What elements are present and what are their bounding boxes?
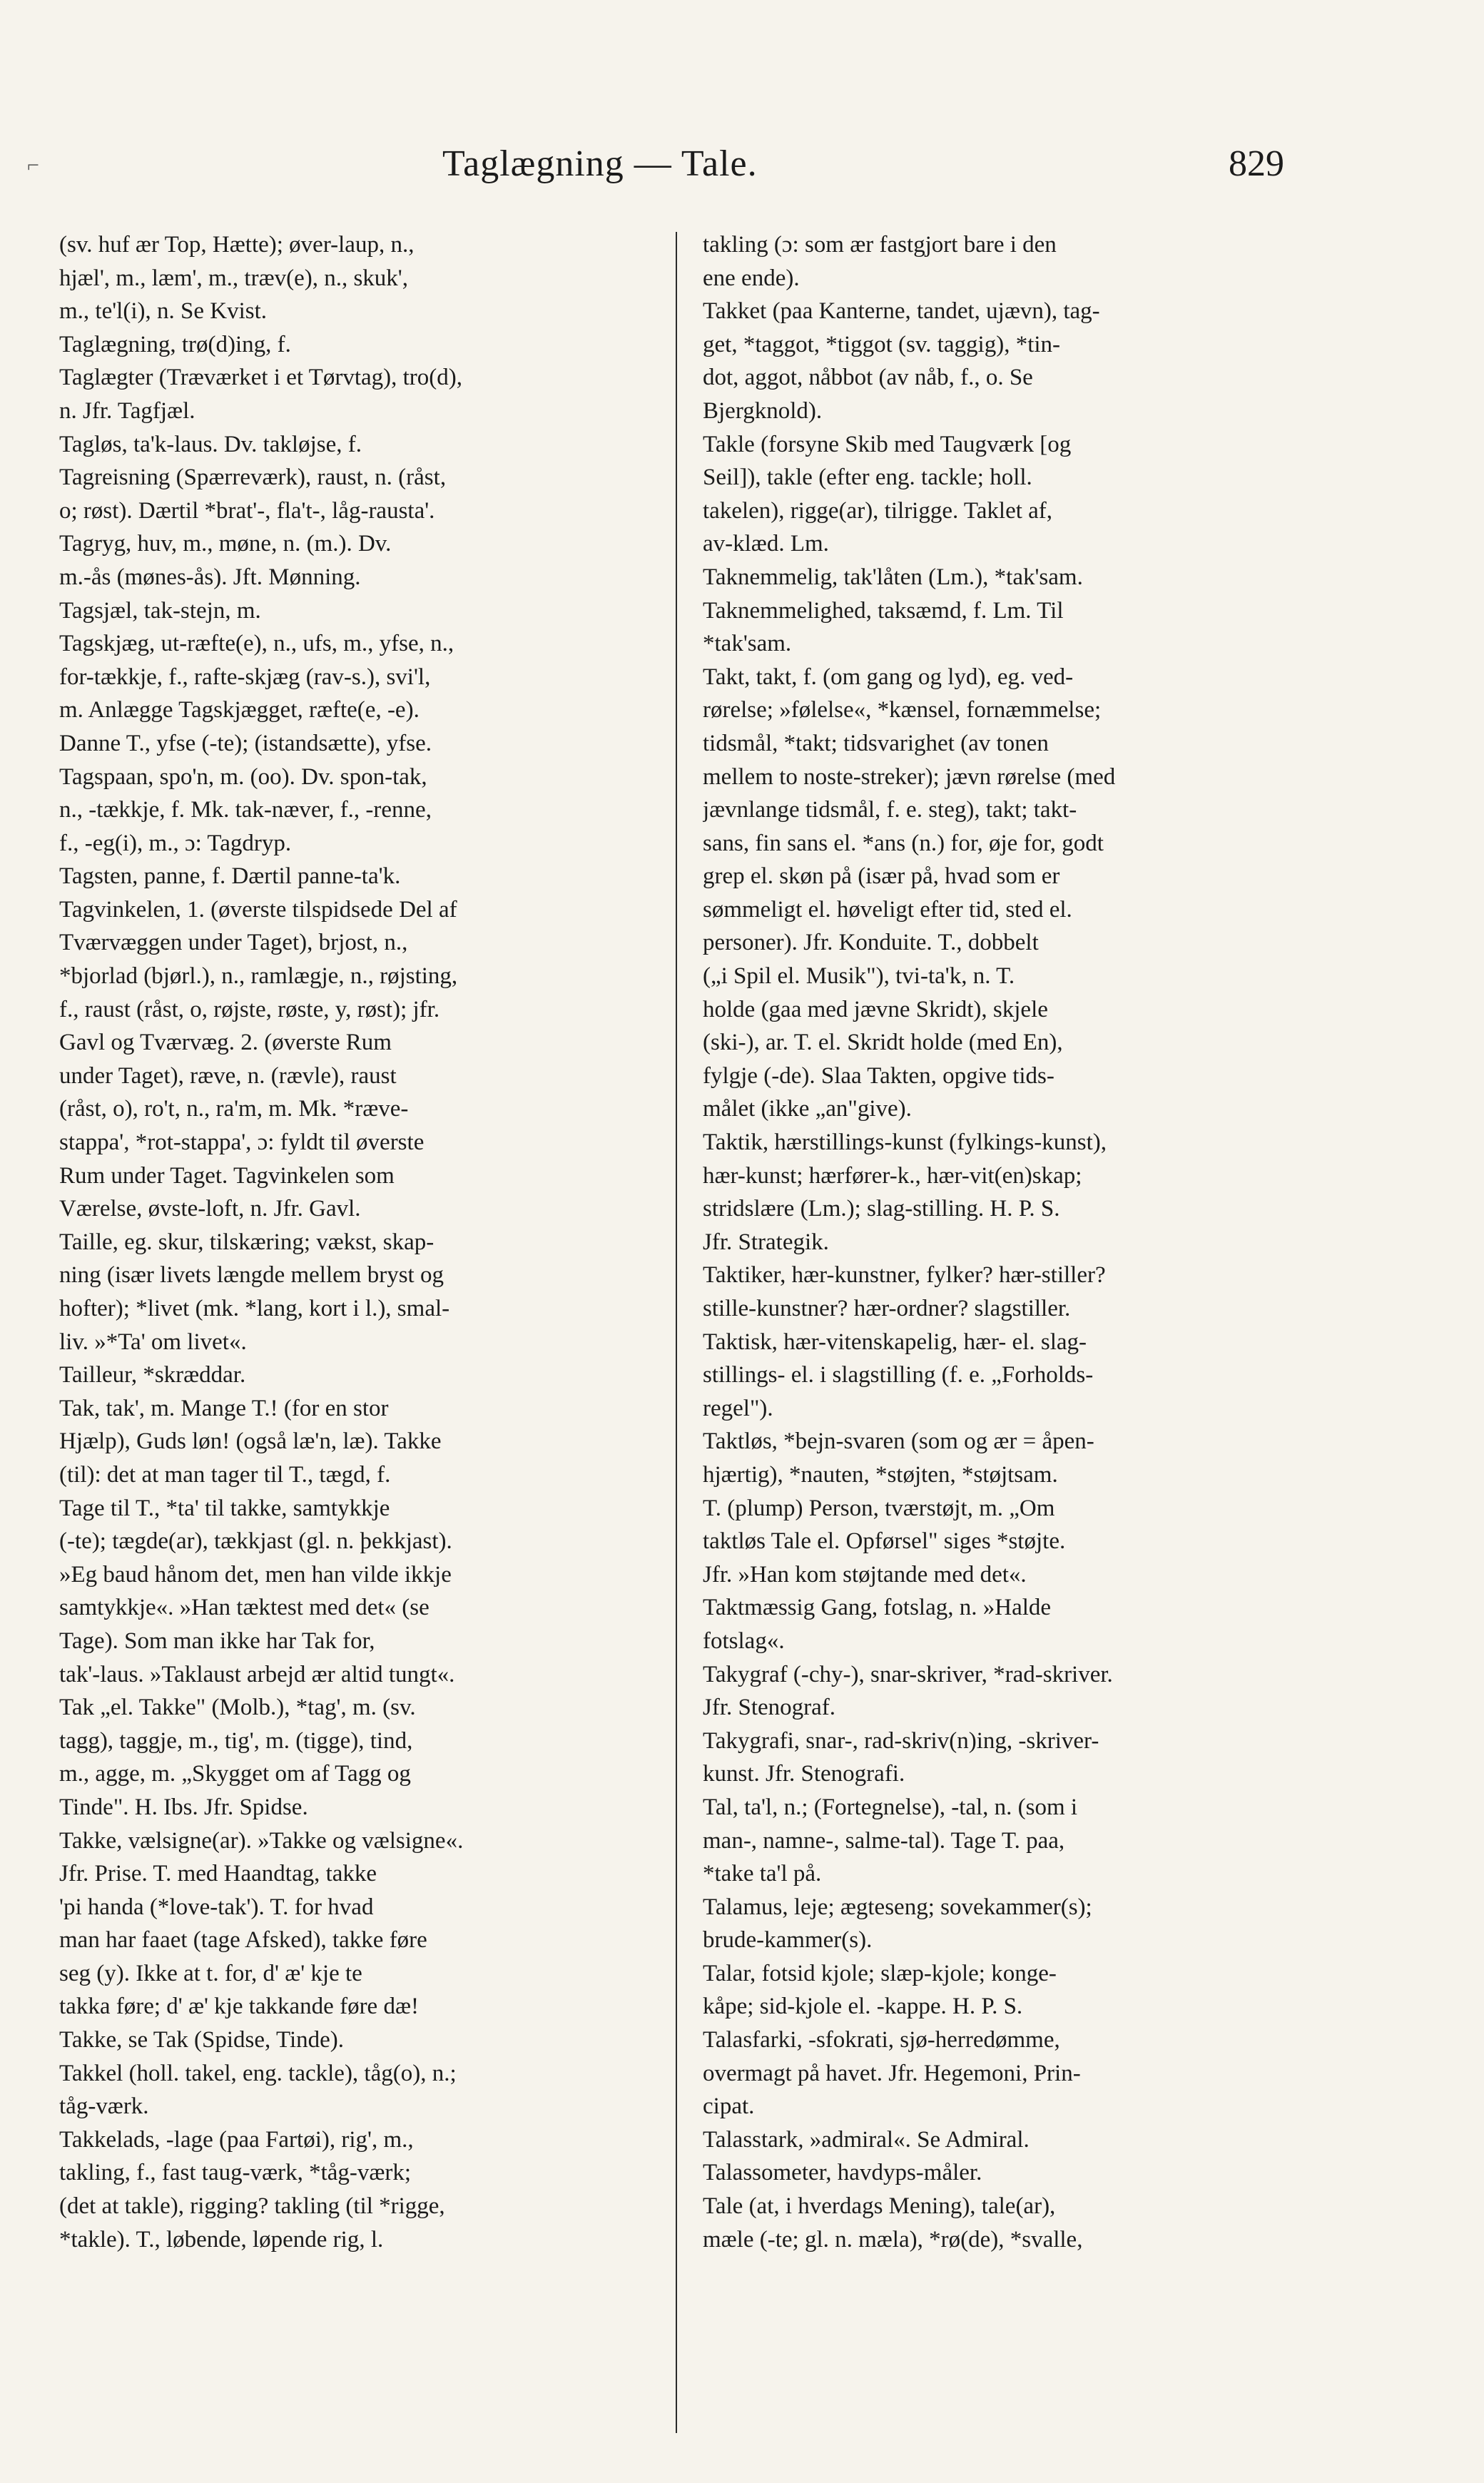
left-column-line: Værelse, øvste-loft, n. Jfr. Gavl. (59, 1196, 361, 1222)
left-column-line: (det at takle), rigging? takling (til *rigge, (59, 2193, 445, 2220)
right-column-line: Taktløs, *bejn-svaren (som og ær = åpen- (703, 1428, 1094, 1455)
left-column-line: tak'-laus. »Taklaust arbejd ær altid tungt«. (59, 1661, 455, 1687)
left-column-line: (råst, o), ro't, n., ra'm, m. Mk. *ræve- (59, 1096, 409, 1122)
right-column-line: *take ta'l på. (703, 1861, 822, 1887)
left-column-line: Tagreisning (Spærreværk), raust, n. (råst, (59, 464, 447, 491)
left-column-line: Tagspaan, spo'n, m. (oo). Dv. spon-tak, (59, 763, 427, 790)
right-column-line: hær-kunst; hærfører-k., hær-vit(en)skap; (703, 1162, 1082, 1189)
left-column-line: Hjælp), Guds løn! (også læ'n, læ). Takke (59, 1428, 442, 1455)
right-column-line: regel"). (703, 1395, 773, 1421)
left-column-line: for-tækkje, f., rafte-skjæg (rav-s.), svi'l, (59, 664, 431, 690)
right-column-line: takling (ɔ: som ær fastgjort bare i den (703, 232, 1057, 258)
right-column-line: målet (ikke „an"give). (703, 1096, 912, 1122)
right-column-line: Tal, ta'l, n.; (Fortegnelse), -tal, n. (som i (703, 1794, 1078, 1820)
left-column-line: n., -tækkje, f. Mk. tak-næver, f., -renne, (59, 797, 432, 823)
right-column-line: stillings- el. i slagstilling (f. e. „Forholds- (703, 1362, 1094, 1388)
left-column-line: Tage til T., *ta' til takke, samtykkje (59, 1495, 390, 1521)
right-column-line: personer). Jfr. Konduite. T., dobbelt (703, 930, 1039, 956)
right-column-line: fotslag«. (703, 1628, 785, 1654)
right-column-line: ene ende). (703, 265, 800, 291)
left-column-line: (sv. huf ær Top, Hætte); øver-laup, n., (59, 232, 415, 258)
left-column-line: hjæl', m., læm', m., træv(e), n., skuk', (59, 265, 409, 291)
right-column-line: Jfr. Stenograf. (703, 1695, 836, 1721)
left-column-line: Takke, se Tak (Spidse, Tinde). (59, 2027, 344, 2053)
left-column-line: Takke, vælsigne(ar). »Takke og vælsigne«. (59, 1827, 464, 1854)
left-column-line: f., raust (råst, o, røjste, røste, y, røst); jfr. (59, 996, 440, 1022)
left-column-line: tagg), taggje, m., tig', m. (tigge), tind, (59, 1727, 413, 1754)
right-column-line: Taktik, hærstillings-kunst (fylkings-kunst), (703, 1129, 1107, 1156)
right-column-line: Taknemmelighed, taksæmd, f. Lm. Til (703, 597, 1064, 624)
left-column-line: Jfr. Prise. T. med Haandtag, takke (59, 1861, 377, 1887)
left-column-line: »Eg baud hånom det, men han vilde ikkje (59, 1561, 452, 1588)
left-column-line: hofter); *livet (mk. *lang, kort i l.), smal- (59, 1296, 450, 1321)
left-column-line: m., agge, m. „Skygget om af Tagg og (59, 1761, 411, 1787)
left-column-line: Tagvinkelen, 1. (øverste tilspidsede Del af (59, 896, 457, 923)
left-column-line: Gavl og Tværvæg. 2. (øverste Rum (59, 1030, 392, 1056)
right-column-line: overmagt på havet. Jfr. Hegemoni, Prin- (703, 2060, 1081, 2086)
right-column-line: Takygrafi, snar-, rad-skriv(n)ing, -skriver- (703, 1727, 1099, 1754)
left-column-line: Tak „el. Takke" (Molb.), *tag', m. (sv. (59, 1695, 416, 1721)
left-column-line: man har faaet (tage Afsked), takke føre (59, 1927, 427, 1954)
left-column-line: Rum under Taget. Tagvinkelen som (59, 1162, 395, 1189)
page-number: 829 (1229, 143, 1284, 184)
right-column-line: jævnlange tidsmål, f. e. steg), takt; takt- (703, 797, 1077, 823)
right-column-line: Seil]), takle (efter eng. tackle; holl. (703, 464, 1032, 491)
right-column-line: Taktiker, hær-kunstner, fylker? hær-stiller? (703, 1262, 1106, 1289)
left-column-line: samtykkje«. »Han tæktest med det« (se (59, 1595, 430, 1621)
left-column-line: n. Jfr. Tagfjæl. (59, 397, 195, 424)
left-column-line: Tinde". H. Ibs. Jfr. Spidse. (59, 1794, 308, 1820)
left-column-line: Takkel (holl. takel, eng. tackle), tåg(o), n.; (59, 2060, 457, 2086)
left-column-line: m. Anlægge Tagskjægget, ræfte(e, -e). (59, 697, 420, 723)
left-column-line: (-te); tægde(ar), tækkjast (gl. n. þekkjast). (59, 1528, 452, 1555)
right-column-line: T. (plump) Person, tværstøjt, m. „Om (703, 1495, 1055, 1521)
left-column-line: tåg-værk. (59, 2093, 149, 2120)
right-column-line: Tale (at, i hverdags Mening), tale(ar), (703, 2193, 1056, 2220)
right-column-line: sømmeligt el. høveligt efter tid, sted el. (703, 896, 1072, 923)
right-column-line: av-klæd. Lm. (703, 531, 829, 557)
left-column-line: 'pi handa (*love-tak'). T. for hvad (59, 1894, 374, 1920)
running-title: Taglægning — Tale. (442, 143, 758, 184)
left-column-line: Tailleur, *skræddar. (59, 1362, 246, 1388)
right-column-line: mellem to noste-streker); jævn rørelse (med (703, 763, 1116, 790)
left-column-line: Tagsten, panne, f. Dærtil panne-ta'k. (59, 863, 401, 890)
left-column-line: Takkelads, -lage (paa Fartøi), rig', m., (59, 2126, 414, 2153)
right-column-line: dot, aggot, nåbbot (av nåb, f., o. Se (703, 365, 1033, 391)
left-column-line: takka føre; d' æ' kje takkande føre dæ! (59, 1994, 419, 2020)
right-column-line: sans, fin sans el. *ans (n.) for, øje for, godt (703, 830, 1104, 856)
page-header (442, 143, 1284, 200)
right-column-line: stille-kunstner? hær-ordner? slagstiller. (703, 1296, 1071, 1321)
right-column-line: Talassometer, havdyps-måler. (703, 2160, 982, 2186)
right-column-line: holde (gaa med jævne Skridt), skjele (703, 996, 1048, 1022)
right-column-line: rørelse; »følelse«, *kænsel, fornæmmelse; (703, 697, 1102, 723)
left-column-line: Tagsjæl, tak-stejn, m. (59, 597, 261, 624)
left-column-line: Danne T., yfse (-te); (istandsætte), yfse. (59, 730, 432, 756)
right-column-line: Talar, fotsid kjole; slæp-kjole; konge- (703, 1960, 1057, 1986)
right-column-line: Talamus, leje; ægteseng; sovekammer(s); (703, 1894, 1092, 1920)
right-column-line: Taktmæssig Gang, fotslag, n. »Halde (703, 1595, 1052, 1621)
left-column-line: stappa', *rot-stappa', ɔ: fyldt til øverste (59, 1129, 425, 1156)
right-column-line: Takle (forsyne Skib med Taugværk [og (703, 431, 1072, 457)
right-column-line: stridslære (Lm.); slag-stilling. H. P. S. (703, 1196, 1060, 1222)
right-column-line: *tak'sam. (703, 631, 792, 657)
right-column-line: get, *taggot, *tiggot (sv. taggig), *tin- (703, 331, 1061, 357)
left-column-line: Taglægning, trø(d)ing, f. (59, 331, 291, 357)
right-column-line: takelen), rigge(ar), tilrigge. Taklet af, (703, 497, 1053, 524)
left-column-line: Tagløs, ta'k-laus. Dv. takløjse, f. (59, 431, 362, 457)
column-divider (676, 232, 677, 2433)
right-column-line: tidsmål, *takt; tidsvarighet (av tonen (703, 730, 1049, 756)
right-column-line: man-, namne-, salme-tal). Tage T. paa, (703, 1827, 1065, 1854)
right-column-line: Talasfarki, -sfokrati, sjø-herredømme, (703, 2027, 1060, 2053)
left-column-line: Taille, eg. skur, tilskæring; vækst, skap- (59, 1229, 434, 1255)
right-column-line: (ski-), ar. T. el. Skridt holde (med En), (703, 1030, 1063, 1056)
margin-mark: ⌐ (27, 153, 39, 177)
right-column-line: kunst. Jfr. Stenografi. (703, 1761, 905, 1787)
left-column-line: (til): det at man tager til T., tægd, f. (59, 1461, 391, 1488)
right-column-line: Takket (paa Kanterne, tandet, ujævn), tag- (703, 298, 1100, 325)
left-column-line: Tage). Som man ikke har Tak for, (59, 1628, 375, 1654)
left-column-line: Tagskjæg, ut-ræfte(e), n., ufs, m., yfse, n., (59, 631, 454, 657)
right-column-line: Talasstark, »admiral«. Se Admiral. (703, 2126, 1030, 2153)
right-column-line: („i Spil el. Musik"), tvi-ta'k, n. T. (703, 963, 1015, 990)
right-column-line: cipat. (703, 2093, 755, 2120)
right-column-line: Taknemmelig, tak'låten (Lm.), *tak'sam. (703, 564, 1083, 590)
right-column-line: hjærtig), *nauten, *støjten, *støjtsam. (703, 1461, 1058, 1488)
right-column (703, 228, 1281, 2256)
right-column-line: Bjergknold). (703, 397, 823, 424)
right-column-line: Takygraf (-chy-), snar-skriver, *rad-skriver. (703, 1661, 1113, 1687)
left-column-line: f., -eg(i), m., ɔ: Tagdryp. (59, 830, 292, 856)
right-column-line: mæle (-te; gl. n. mæla), *rø(de), *svalle, (703, 2226, 1083, 2253)
left-column-line: Tak, tak', m. Mange T.! (for en stor (59, 1395, 389, 1421)
left-column-line: under Taget), ræve, n. (rævle), raust (59, 1062, 397, 1089)
right-column-line: kåpe; sid-kjole el. -kappe. H. P. S. (703, 1994, 1023, 2020)
left-column-line: m.-ås (mønes-ås). Jft. Mønning. (59, 564, 361, 590)
right-column-line: Jfr. »Han kom støjtande med det«. (703, 1561, 1027, 1588)
left-column-line: liv. »*Ta' om livet«. (59, 1329, 247, 1355)
left-column-line: o; røst). Dærtil *brat'-, fla't-, låg-rausta'. (59, 497, 435, 524)
right-column-line: Takt, takt, f. (om gang og lyd), eg. ved- (703, 664, 1074, 690)
left-column-line: takling, f., fast taug-værk, *tåg-værk; (59, 2160, 412, 2186)
right-column-line: taktløs Tale el. Opførsel" siges *støjte. (703, 1528, 1066, 1555)
left-column-line: *takle). T., løbende, løpende rig, l. (59, 2226, 384, 2253)
right-column-line: fylgje (-de). Slaa Takten, opgive tids- (703, 1062, 1054, 1089)
left-column-line: *bjorlad (bjørl.), n., ramlægje, n., røjsting, (59, 963, 458, 990)
left-column-line: Tagryg, huv, m., møne, n. (m.). Dv. (59, 531, 392, 557)
right-column-line: grep el. skøn på (især på, hvad som er (703, 863, 1060, 890)
left-column-line: Taglægter (Træværket i et Tørvtag), tro(d), (59, 365, 463, 391)
right-column-line: Taktisk, hær-vitenskapelig, hær- el. slag- (703, 1329, 1087, 1355)
left-column-line: m., te'l(i), n. Se Kvist. (59, 298, 268, 325)
right-column-line: Jfr. Strategik. (703, 1229, 829, 1255)
left-column-line: seg (y). Ikke at t. for, d' æ' kje te (59, 1960, 362, 1986)
right-column-line: brude-kammer(s). (703, 1927, 873, 1954)
left-column-line: ning (især livets længde mellem bryst og (59, 1262, 444, 1289)
left-column (59, 228, 659, 2256)
left-column-line: Tværvæggen under Taget), brjost, n., (59, 930, 408, 956)
